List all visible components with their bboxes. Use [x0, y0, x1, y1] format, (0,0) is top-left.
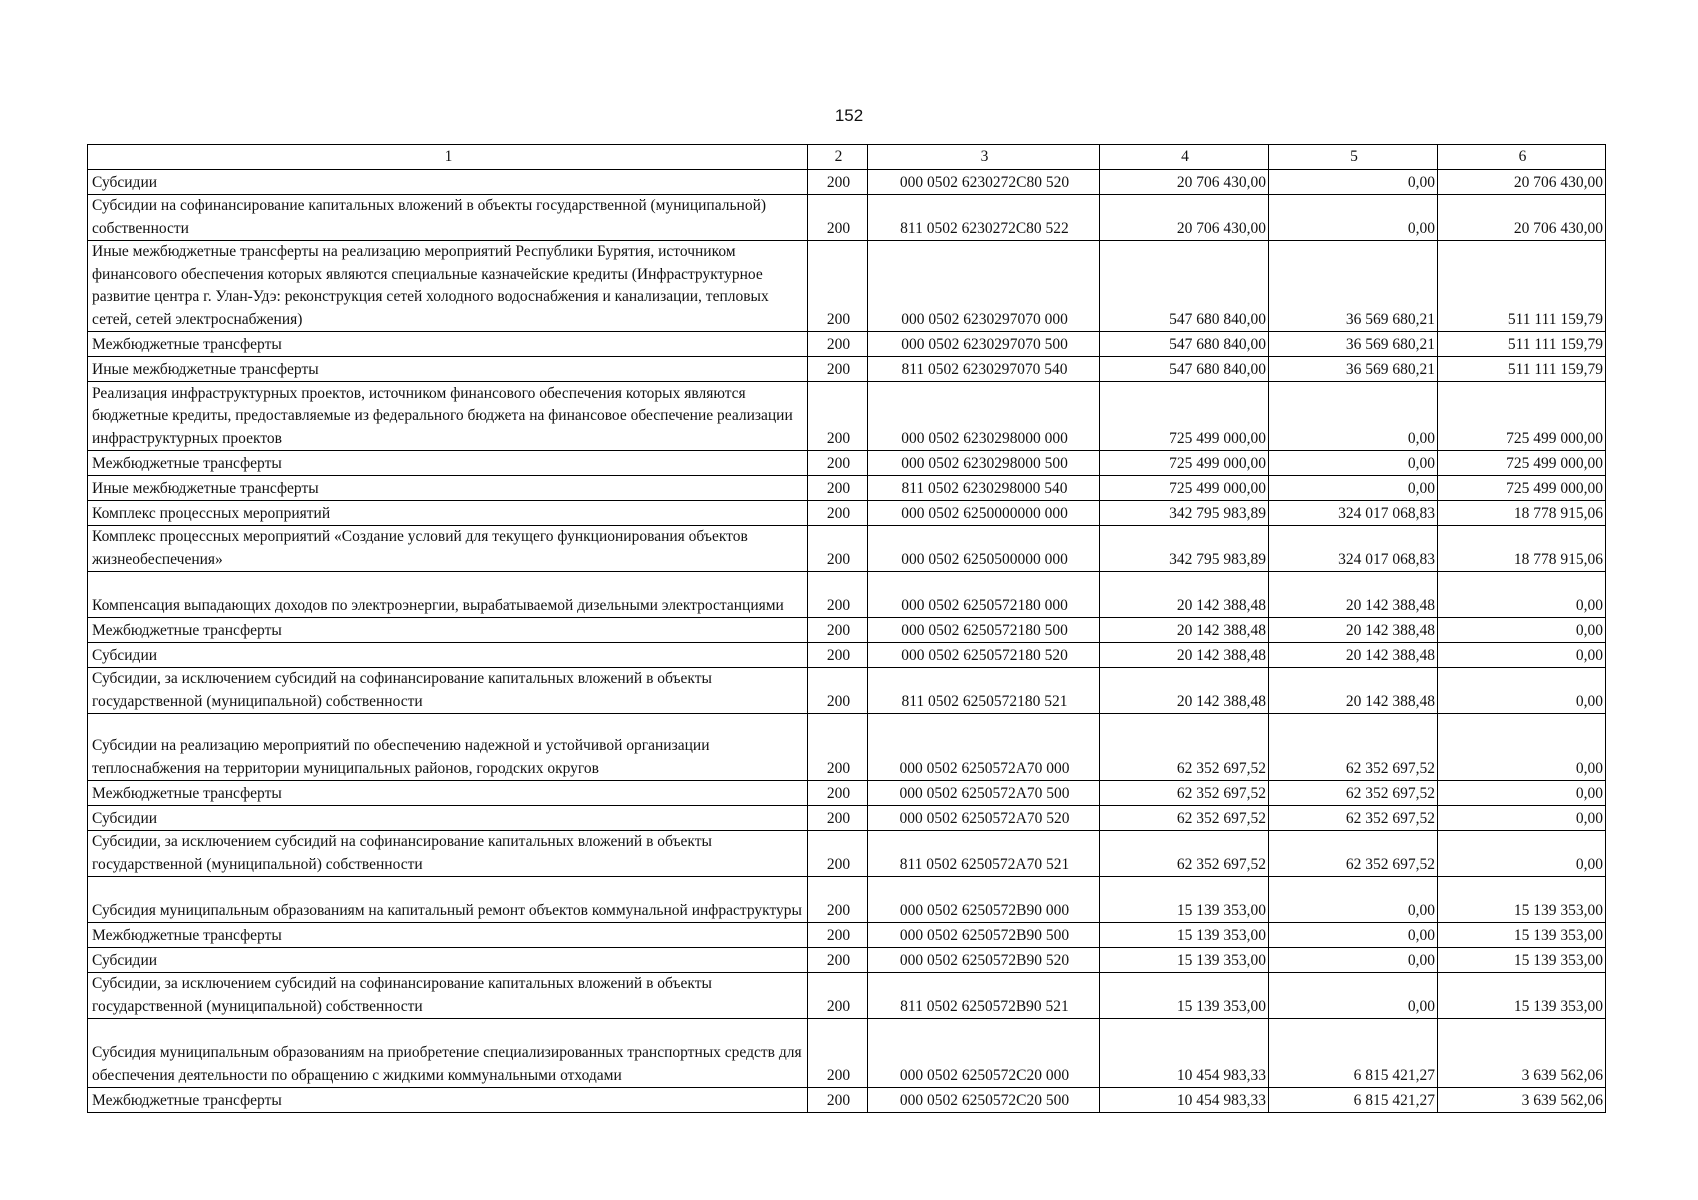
table-row	[88, 451, 1606, 476]
row-value-col4: 15 139 353,00	[1100, 877, 1269, 923]
row-value-col4: 62 352 697,52	[1100, 806, 1269, 831]
row-value-col6: 0,00	[1438, 618, 1606, 643]
table-row	[88, 1088, 1606, 1113]
row-value-col5: 6 815 421,27	[1269, 1088, 1438, 1113]
row-value-col6: 725 499 000,00	[1438, 382, 1606, 451]
row-value-col6: 15 139 353,00	[1438, 923, 1606, 948]
row-code: 811 0502 6250572В90 521	[868, 973, 1100, 1019]
row-name: Субсидии, за исключением субсидий на софинансирование капитальных вложений в объекты государственной (муниципальной) собственности	[88, 668, 808, 714]
row-col2: 200	[808, 526, 868, 572]
row-col2: 200	[808, 948, 868, 973]
row-value-col5: 0,00	[1269, 877, 1438, 923]
row-value-col6: 511 111 159,79	[1438, 357, 1606, 382]
column-header-2: 2	[808, 145, 868, 170]
row-value-col4: 20 142 388,48	[1100, 572, 1269, 618]
row-value-col6: 511 111 159,79	[1438, 332, 1606, 357]
row-col2: 200	[808, 195, 868, 241]
row-value-col5: 0,00	[1269, 195, 1438, 241]
row-value-col5: 20 142 388,48	[1269, 668, 1438, 714]
row-value-col5: 36 569 680,21	[1269, 332, 1438, 357]
row-col2: 200	[808, 357, 868, 382]
row-col2: 200	[808, 831, 868, 877]
row-col2: 200	[808, 668, 868, 714]
row-value-col5: 62 352 697,52	[1269, 781, 1438, 806]
row-value-col6: 0,00	[1438, 781, 1606, 806]
row-value-col6: 511 111 159,79	[1438, 241, 1606, 332]
row-name: Комплекс процессных мероприятий	[88, 501, 808, 526]
row-code: 811 0502 6230297070 540	[868, 357, 1100, 382]
column-header-6: 6	[1438, 145, 1606, 170]
row-code: 000 0502 6250572С20 500	[868, 1088, 1100, 1113]
row-name: Субсидии, за исключением субсидий на софинансирование капитальных вложений в объекты государственной (муниципальной) собственности	[88, 973, 808, 1019]
page-number: 152	[834, 106, 864, 125]
row-value-col6: 0,00	[1438, 831, 1606, 877]
table-row	[88, 195, 1606, 241]
row-name: Комплекс процессных мероприятий «Создание условий для текущего функционирования объектов жизнеобеспечения»	[88, 526, 808, 572]
row-code: 000 0502 6230272С80 520	[868, 170, 1100, 195]
row-value-col4: 15 139 353,00	[1100, 973, 1269, 1019]
row-code: 000 0502 6230298000 500	[868, 451, 1100, 476]
table-row	[88, 241, 1606, 332]
row-value-col5: 36 569 680,21	[1269, 357, 1438, 382]
row-value-col5: 324 017 068,83	[1269, 501, 1438, 526]
row-name: Компенсация выпадающих доходов по электроэнергии, вырабатываемой дизельными электростанциями	[88, 572, 808, 618]
row-name: Межбюджетные трансферты	[88, 923, 808, 948]
table-row	[88, 923, 1606, 948]
row-name: Межбюджетные трансферты	[88, 781, 808, 806]
row-code: 000 0502 6250572А70 520	[868, 806, 1100, 831]
row-value-col4: 20 142 388,48	[1100, 668, 1269, 714]
row-col2: 200	[808, 1019, 868, 1088]
row-value-col6: 3 639 562,06	[1438, 1088, 1606, 1113]
table-row	[88, 1019, 1606, 1088]
row-value-col4: 20 142 388,48	[1100, 643, 1269, 668]
row-name: Межбюджетные трансферты	[88, 451, 808, 476]
row-value-col5: 0,00	[1269, 382, 1438, 451]
row-value-col6: 15 139 353,00	[1438, 948, 1606, 973]
row-value-col4: 725 499 000,00	[1100, 476, 1269, 501]
row-code: 811 0502 6250572180 521	[868, 668, 1100, 714]
row-name: Субсидии	[88, 170, 808, 195]
row-col2: 200	[808, 170, 868, 195]
row-value-col4: 725 499 000,00	[1100, 382, 1269, 451]
table-row	[88, 643, 1606, 668]
row-name: Межбюджетные трансферты	[88, 332, 808, 357]
row-value-col6: 0,00	[1438, 714, 1606, 781]
row-value-col6: 0,00	[1438, 643, 1606, 668]
row-value-col5: 62 352 697,52	[1269, 831, 1438, 877]
row-value-col6: 20 706 430,00	[1438, 170, 1606, 195]
column-header-4: 4	[1100, 145, 1269, 170]
row-code: 000 0502 6250500000 000	[868, 526, 1100, 572]
row-code: 000 0502 6250572180 500	[868, 618, 1100, 643]
row-value-col4: 20 706 430,00	[1100, 170, 1269, 195]
table-row	[88, 714, 1606, 781]
table-row	[88, 332, 1606, 357]
row-value-col5: 0,00	[1269, 451, 1438, 476]
table-row	[88, 572, 1606, 618]
row-name: Субсидии	[88, 643, 808, 668]
row-value-col6: 3 639 562,06	[1438, 1019, 1606, 1088]
row-col2: 200	[808, 781, 868, 806]
row-name: Субсидии на софинансирование капитальных вложений в объекты государственной (муниципальной) собственности	[88, 195, 808, 241]
row-value-col5: 62 352 697,52	[1269, 714, 1438, 781]
row-name: Субсидии на реализацию мероприятий по обеспечению надежной и устойчивой организации теплоснабжения на территории муниципальных районов, городских округов	[88, 714, 808, 781]
row-value-col5: 62 352 697,52	[1269, 806, 1438, 831]
table-row	[88, 948, 1606, 973]
row-code: 000 0502 6250572180 000	[868, 572, 1100, 618]
row-value-col6: 15 139 353,00	[1438, 973, 1606, 1019]
row-name: Иные межбюджетные трансферты на реализацию мероприятий Республики Бурятия, источником финансового обеспечения которых являются специальные казначейские кредиты (Инфраструктурное развитие центра г. Улан-Удэ: реконструкция сетей холодного водоснабжения и канализации, тепловых сетей, сетей электроснабжения)	[88, 241, 808, 332]
row-name: Межбюджетные трансферты	[88, 1088, 808, 1113]
row-name: Межбюджетные трансферты	[88, 618, 808, 643]
row-value-col6: 725 499 000,00	[1438, 451, 1606, 476]
column-header-3: 3	[868, 145, 1100, 170]
row-value-col4: 20 706 430,00	[1100, 195, 1269, 241]
row-name: Субсидии	[88, 948, 808, 973]
row-value-col4: 547 680 840,00	[1100, 357, 1269, 382]
table-row	[88, 806, 1606, 831]
row-code: 000 0502 6230297070 000	[868, 241, 1100, 332]
row-value-col6: 18 778 915,06	[1438, 501, 1606, 526]
column-header-1: 1	[88, 145, 808, 170]
row-value-col4: 62 352 697,52	[1100, 831, 1269, 877]
row-value-col4: 20 142 388,48	[1100, 618, 1269, 643]
row-col2: 200	[808, 241, 868, 332]
row-value-col4: 342 795 983,89	[1100, 501, 1269, 526]
row-col2: 200	[808, 877, 868, 923]
row-code: 000 0502 6250572С20 000	[868, 1019, 1100, 1088]
row-value-col5: 6 815 421,27	[1269, 1019, 1438, 1088]
row-value-col5: 0,00	[1269, 948, 1438, 973]
row-col2: 200	[808, 714, 868, 781]
row-value-col4: 342 795 983,89	[1100, 526, 1269, 572]
row-col2: 200	[808, 643, 868, 668]
row-code: 000 0502 6250572А70 000	[868, 714, 1100, 781]
row-col2: 200	[808, 476, 868, 501]
row-code: 811 0502 6230272С80 522	[868, 195, 1100, 241]
row-value-col6: 20 706 430,00	[1438, 195, 1606, 241]
budget-table	[87, 144, 1606, 1113]
row-code: 000 0502 6250572А70 500	[868, 781, 1100, 806]
table-row	[88, 618, 1606, 643]
row-name: Субсидия муниципальным образованиям на приобретение специализированных транспортных средств для обеспечения деятельности по обращению с жидкими коммунальными отходами	[88, 1019, 808, 1088]
row-code: 000 0502 6230297070 500	[868, 332, 1100, 357]
row-col2: 200	[808, 382, 868, 451]
row-value-col4: 10 454 983,33	[1100, 1019, 1269, 1088]
row-value-col5: 324 017 068,83	[1269, 526, 1438, 572]
row-value-col6: 15 139 353,00	[1438, 877, 1606, 923]
row-value-col5: 20 142 388,48	[1269, 643, 1438, 668]
row-value-col4: 15 139 353,00	[1100, 923, 1269, 948]
table-row	[88, 831, 1606, 877]
row-col2: 200	[808, 618, 868, 643]
row-col2: 200	[808, 923, 868, 948]
table-row	[88, 382, 1606, 451]
row-value-col6: 0,00	[1438, 806, 1606, 831]
table-row	[88, 877, 1606, 923]
row-col2: 200	[808, 1088, 868, 1113]
row-value-col4: 725 499 000,00	[1100, 451, 1269, 476]
row-code: 000 0502 6250572В90 500	[868, 923, 1100, 948]
table-row	[88, 781, 1606, 806]
row-value-col4: 62 352 697,52	[1100, 781, 1269, 806]
table-row	[88, 476, 1606, 501]
row-value-col5: 20 142 388,48	[1269, 572, 1438, 618]
row-col2: 200	[808, 806, 868, 831]
table-row	[88, 357, 1606, 382]
row-value-col5: 0,00	[1269, 476, 1438, 501]
row-value-col5: 36 569 680,21	[1269, 241, 1438, 332]
row-value-col4: 547 680 840,00	[1100, 332, 1269, 357]
row-code: 000 0502 6250572В90 520	[868, 948, 1100, 973]
row-value-col4: 10 454 983,33	[1100, 1088, 1269, 1113]
row-value-col5: 0,00	[1269, 973, 1438, 1019]
row-code: 811 0502 6250572А70 521	[868, 831, 1100, 877]
row-col2: 200	[808, 451, 868, 476]
row-value-col5: 0,00	[1269, 923, 1438, 948]
row-name: Субсидии, за исключением субсидий на софинансирование капитальных вложений в объекты государственной (муниципальной) собственности	[88, 831, 808, 877]
row-name: Иные межбюджетные трансферты	[88, 476, 808, 501]
row-code: 000 0502 6250572180 520	[868, 643, 1100, 668]
table-row	[88, 170, 1606, 195]
row-col2: 200	[808, 572, 868, 618]
row-name: Субсидия муниципальным образованиям на капитальный ремонт объектов коммунальной инфраструктуры	[88, 877, 808, 923]
row-value-col4: 547 680 840,00	[1100, 241, 1269, 332]
table-row	[88, 526, 1606, 572]
row-value-col6: 725 499 000,00	[1438, 476, 1606, 501]
row-value-col6: 0,00	[1438, 572, 1606, 618]
row-value-col6: 0,00	[1438, 668, 1606, 714]
row-value-col4: 15 139 353,00	[1100, 948, 1269, 973]
row-code: 000 0502 6250572В90 000	[868, 877, 1100, 923]
table-header-row	[88, 145, 1606, 170]
row-code: 000 0502 6250000000 000	[868, 501, 1100, 526]
row-name: Иные межбюджетные трансферты	[88, 357, 808, 382]
table-row	[88, 501, 1606, 526]
row-value-col4: 62 352 697,52	[1100, 714, 1269, 781]
row-col2: 200	[808, 332, 868, 357]
row-value-col5: 20 142 388,48	[1269, 618, 1438, 643]
row-value-col6: 18 778 915,06	[1438, 526, 1606, 572]
row-value-col5: 0,00	[1269, 170, 1438, 195]
table-row	[88, 668, 1606, 714]
row-code: 000 0502 6230298000 000	[868, 382, 1100, 451]
row-col2: 200	[808, 501, 868, 526]
row-code: 811 0502 6230298000 540	[868, 476, 1100, 501]
row-name: Реализация инфраструктурных проектов, источником финансового обеспечения которых являются бюджетные кредиты, предоставляемые из федерального бюджета на финансовое обеспечение реализации инфраструктурных проектов	[88, 382, 808, 451]
table-row	[88, 973, 1606, 1019]
row-name: Субсидии	[88, 806, 808, 831]
column-header-5: 5	[1269, 145, 1438, 170]
row-col2: 200	[808, 973, 868, 1019]
